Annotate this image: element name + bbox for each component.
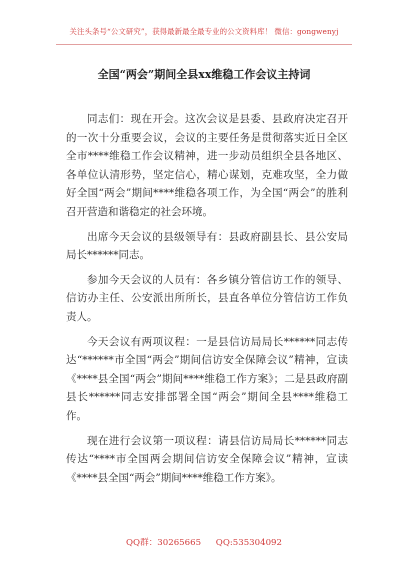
- paragraph-attending-leaders: 出席今天会议的县级领导有：县政府副县长、县公安局局长******同志。: [66, 230, 348, 262]
- paragraph-opening: 同志们：现在开会。这次会议是县委、县政府决定召开的一次十分重要会议，会议的主要任务是贯彻落实近日全区全市****维稳工作会议精神，进一步动员组织全县各地区、各单位认清形势，坚定信心，精心谋划，克难攻坚，全力做好全国“两会”期间****维稳各项工作，为全国“两会”的胜利召开营造和谐稳定的社会环境。: [66, 113, 348, 218]
- paragraph-participants: 参加今天会议的人员有：各乡镇分管信访工作的领导、信访办主任、公安派出所所长，县直各单位分管信访工作负责人。: [66, 273, 348, 323]
- footer-qq: QQ:535304092: [215, 538, 282, 548]
- paragraph-agenda: 今天会议有两项议程：一是县信访局局长******同志传达“******市全国“两会”期间信访安全保障会议”精神，宣读《****县全国“两会”期间****维稳工作方案》；二是县政府副县长******同志安排部署全国“两会”期间全县****维稳工作。: [66, 335, 348, 422]
- document-title: 全国“两会”期间全县xx维稳工作会议主持词: [97, 68, 311, 81]
- header-banner: 关注头条号“公文研究”，获得最新最全最专业的公文资料库！ 微信：gongwenyj: [69, 27, 339, 36]
- paragraph-first-item: 现在进行会议第一项议程：请县信访局局长******同志传达“****市全国两会期间信访安全保障会议”精神，宣读《****县全国“两会”期间****维稳工作方案》。: [66, 434, 348, 484]
- footer-contact: [0, 536, 408, 548]
- header-divider: [56, 44, 352, 45]
- footer-qq-group: QQ群：30265665: [126, 538, 202, 548]
- document-body: [66, 110, 348, 493]
